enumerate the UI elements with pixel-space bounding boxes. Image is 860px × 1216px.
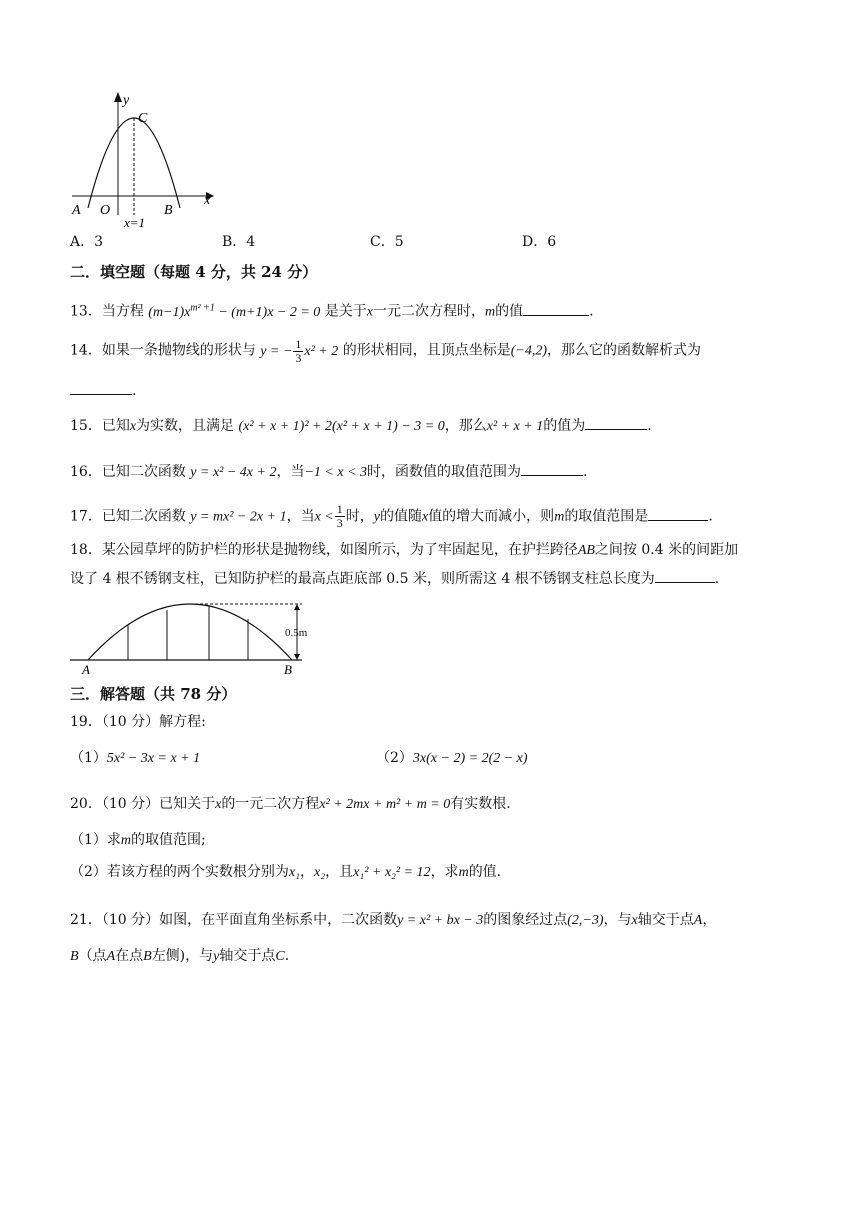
answer-blank-18[interactable] [655,568,715,583]
label-fence-B: B [284,662,292,677]
q16-equation: y = x² − 4x + 2 [190,465,277,480]
question-18-cont: 设了 4 根不锈钢支柱，已知防护栏的最高点距底部 0.5 米，则所需这 4 根不锈钢支柱总长度为 . [70,568,719,589]
label-A: A [72,203,81,218]
label-y: y [123,93,130,108]
label-height: 0.5m [285,627,308,639]
q14-equation: y = − $\frac{1}{3}$ x² + 2 [260,337,339,365]
fence-curve [88,604,292,660]
y-axis-arrow [114,92,122,102]
label-C: C [138,111,148,126]
question-20-part-1: （1）求m的取值范围; [70,832,206,848]
label-x: x [204,193,211,208]
answer-blank-13[interactable] [523,301,589,316]
question-14-cont: . [70,380,136,401]
question-16: 16．已知二次函数 y = x² − 4x + 2，当−1 < x < 3时，函数值的取值范围为 . [70,461,587,483]
height-arrow-top [294,604,300,610]
label-fence-A: A [82,662,90,677]
section-3-title: 三．解答题（共 78 分） [70,685,237,703]
q15-equation: (x² + x + 1)² + 2(x² + x + 1) − 3 = 0 [238,419,445,434]
question-13: 13．当方程 $(m-1)x^{m^2 +1} - (m+1)x - 2 = 0$ 是关于x一元二次方程时，m的值 . [70,302,594,320]
fence-parabola-graph [66,600,336,680]
q13-equation: $(m-1)x^{m^2 +1} - (m+1)x - 2 = 0$ [148,302,321,320]
question-20-part-2: （2）若该方程的两个实数根分别为x₁，x₂，且x₁² + x₂² = 12，求m的值. [70,864,502,880]
option-b: B．4 [222,234,256,250]
option-a: A．3 [70,234,104,250]
q19-part-1: （1）5x² − 3x = x + 1 [70,750,201,766]
option-d: D．6 [522,234,557,250]
question-21-cont: B（点A在点B左侧)，与y轴交于点C. [70,948,290,964]
section-2-title: 二．填空题（每题 4 分，共 24 分） [70,263,318,281]
question-20: 20．（10 分）已知关于x的一元二次方程x² + 2mx + m² + m = 0有实数根. [70,796,511,812]
label-axis-note: x=1 [124,215,146,230]
answer-blank-14[interactable] [70,380,132,395]
question-14: 14．如果一条抛物线的形状与 y = − $\frac{1}{3}$ x² + 2 的形状相同，且顶点坐标是(−4,2)，那么它的函数解析式为 [70,337,701,365]
parabola-graph-1 [66,90,226,230]
question-18: 18．某公园草坪的防护栏的形状是抛物线，如图所示，为了牢固起见，在护拦跨径AB之间按 0.4 米的间距加 [70,542,739,558]
option-c: C．5 [370,234,404,250]
answer-blank-17[interactable] [648,506,708,521]
height-arrow-bottom [294,654,300,660]
question-17: 17．已知二次函数 y = mx² − 2x + 1，当x < $\frac{1}{3}$ 时，y的值随x值的增大而减小，则m的取值范围是 . [70,502,713,530]
answer-blank-15[interactable] [585,415,647,430]
question-15: 15．已知x为实数，且满足 (x² + x + 1)² + 2(x² + x + 1) − 3 = 0，那么x² + x + 1的值为 . [70,415,652,437]
q17-equation: y = mx² − 2x + 1 [190,509,287,525]
answer-blank-16[interactable] [521,461,583,476]
question-21: 21．（10 分）如图，在平面直角坐标系中，二次函数y = x² + bx − 3的图象经过点(2,−3)，与x轴交于点A， [70,912,717,928]
question-19: 19．（10 分）解方程: [70,714,206,730]
q19-part-2: （2）3x(x − 2) = 2(2 − x) [376,750,528,766]
label-B: B [164,203,173,218]
label-O: O [100,203,111,218]
